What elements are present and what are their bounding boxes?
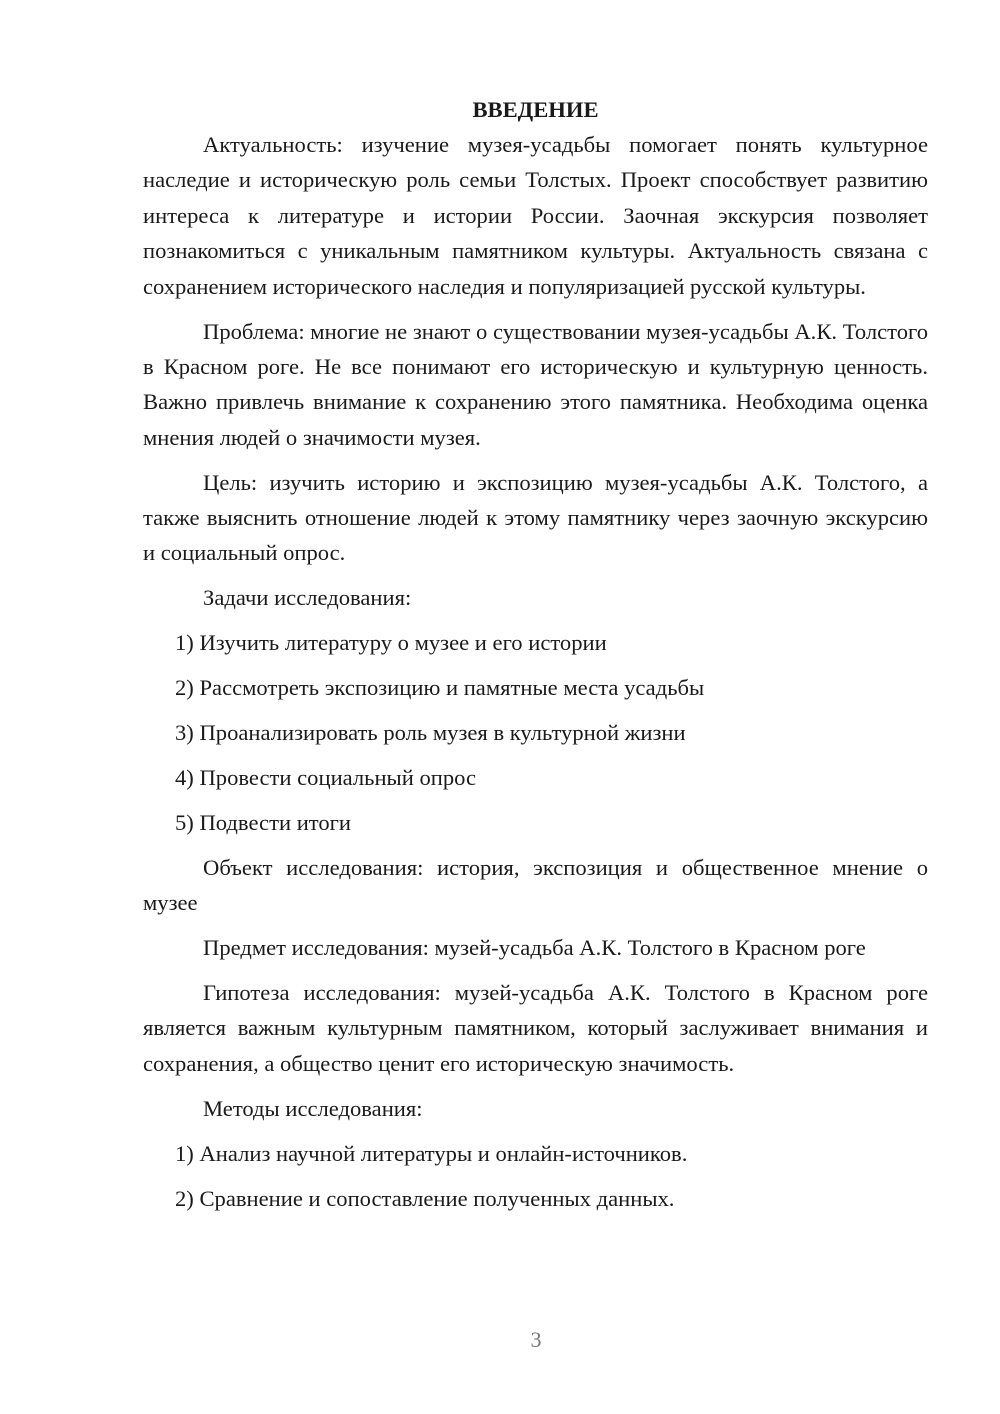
relevance-paragraph: Актуальность: изучение музея-усадьбы помогает понять культурное наследие и историческую роль семьи Толстых. Проект способствует развитию интереса к литературе и истории России. Заочная экскурсия позволяет познакомиться с уникальным памятником культуры. Актуальность связана с сохранением исторического наследия и популяризацией русской культуры. — [143, 132, 928, 299]
methods-heading: Методы исследования: — [203, 1095, 423, 1121]
problem-paragraph: Проблема: многие не знают о существовании музея-усадьбы А.К. Толстого в Красном роге. Не все понимают его историческую и культурную ценность. Важно привлечь внимание к сохранению этого памятника. Необходима оценка мнения людей о значимости музея. — [143, 318, 928, 450]
task-item-4: 4) Провести социальный опрос — [175, 765, 477, 790]
goal-paragraph: Цель: изучить историю и экспозицию музея-усадьбы А.К. Толстого, а также выяснить отношение людей к этому памятнику через заочную экскурсию и социальный опрос. — [143, 469, 928, 566]
document-page — [143, 92, 928, 1216]
subject-paragraph: Предмет исследования: музей-усадьба А.К. Толстого в Красном роге — [203, 935, 866, 961]
page-number: 3 — [530, 1327, 542, 1352]
task-item-3: 3) Проанализировать роль музея в культурной жизни — [175, 720, 686, 746]
task-item-5: 5) Подвести итоги — [175, 809, 352, 835]
tasks-heading: Задачи исследования: — [203, 585, 412, 611]
object-paragraph: Объект исследования: история, экспозиция и общественное мнение о музее — [143, 854, 928, 916]
section-title: ВВЕДЕНИЕ — [472, 97, 599, 122]
task-item-1: 1) Изучить литературу о музее и его истории — [175, 630, 607, 656]
method-item-1: 1) Анализ научной литературы и онлайн-источников. — [175, 1140, 688, 1166]
task-item-2: 2) Рассмотреть экспозицию и памятные места усадьбы — [175, 675, 705, 701]
method-item-2: 2) Сравнение и сопоставление полученных данных. — [175, 1185, 675, 1211]
hypothesis-paragraph: Гипотеза исследования: музей-усадьба А.К. Толстого в Красном роге является важным культурным памятником, который заслуживает внимания и сохранения, а общество ценит его историческую значимость. — [143, 980, 928, 1076]
